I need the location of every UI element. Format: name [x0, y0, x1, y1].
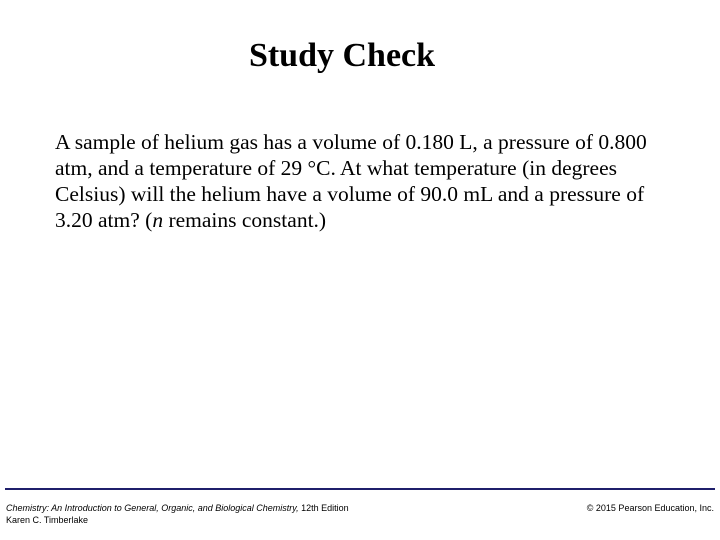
- footer-copyright: © 2015 Pearson Education, Inc.: [586, 503, 714, 513]
- question-text-part2: remains constant.): [163, 208, 327, 232]
- question-variable-n: n: [152, 208, 164, 232]
- slide-title: Study Check: [248, 37, 436, 74]
- footer-book-line: [6, 502, 349, 514]
- question-text-part1: A sample of helium gas has a volume of 0.180 L, a pressure of 0.800 atm, and a temperature of 29 °C. At what temperature (in degrees Celsius) will the helium have a volume of 90.0 mL and a pressure of 3.20 atm? (: [55, 130, 647, 232]
- footer-divider: [5, 488, 715, 490]
- footer-edition: 12th Edition: [298, 503, 349, 513]
- footer-book-title: Chemistry: An Introduction to General, Organic, and Biological Chemistry,: [6, 503, 299, 513]
- footer-author: Karen C. Timberlake: [6, 515, 89, 525]
- footer-citation: [6, 502, 349, 526]
- question-text: [55, 129, 680, 233]
